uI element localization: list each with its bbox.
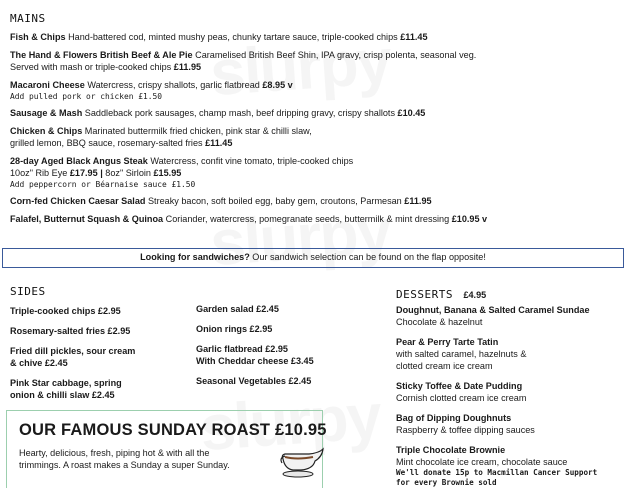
- item-price: £17.95: [69, 168, 98, 178]
- item-price: £15.95: [153, 168, 182, 178]
- item-desc: 8oz" Sirloin: [105, 168, 154, 178]
- notice-text: Our sandwich selection can be found on the flap opposite!: [249, 252, 486, 262]
- roast-title: OUR FAMOUS SUNDAY ROAST £10.95: [19, 421, 327, 439]
- desserts-list: [396, 304, 597, 488]
- mains-title: MAINS: [10, 12, 46, 25]
- charity-note: We'll donate 15p to Macmillan Cancer Support: [396, 468, 598, 477]
- item-price: £11.45: [400, 32, 428, 42]
- dessert-name: Bag of Dipping Doughnuts: [396, 413, 512, 423]
- side-item-line2: onion & chilli slaw £2.45: [10, 390, 115, 400]
- item-addon: Add peppercorn or Béarnaise sauce £1.50: [10, 180, 196, 189]
- menu-item: [10, 125, 487, 137]
- dessert-desc: clotted cream ice cream: [396, 361, 493, 371]
- item-price: £11.95: [173, 62, 202, 72]
- item-desc: Watercress, crispy shallots, garlic flatbread: [84, 80, 263, 90]
- separator: |: [97, 168, 106, 178]
- side-item: Triple-cooked chips £2.95: [10, 306, 121, 316]
- menu-item: [10, 79, 487, 91]
- item-desc: Marinated buttermilk fried chicken, pink star & chilli slaw,: [82, 126, 312, 136]
- item-name: Sausage & Mash: [10, 108, 83, 118]
- menu-item: [10, 213, 487, 225]
- item-desc: Watercress, confit vine tomato, triple-cooked chips: [147, 156, 354, 166]
- desserts-price: £4.95: [463, 290, 487, 300]
- dessert-desc: Chocolate & hazelnut: [396, 317, 483, 327]
- side-item: Garden salad £2.45: [196, 304, 279, 314]
- roast-line-2: trimmings. A roast makes a Sunday a super Sunday.: [19, 460, 230, 470]
- item-name: Macaroni Cheese: [10, 80, 85, 90]
- side-item-line2: With Cheddar cheese £3.45: [196, 356, 314, 366]
- side-item: Rosemary-salted fries £2.95: [10, 326, 131, 336]
- item-addon: Add pulled pork or chicken £1.50: [10, 92, 163, 101]
- item-price: £10.45: [397, 108, 426, 118]
- item-desc: 10oz" Rib Eye: [10, 168, 70, 178]
- dessert-desc: Mint chocolate ice cream, chocolate sauce: [396, 457, 568, 467]
- dessert-name: Sticky Toffee & Date Pudding: [396, 381, 523, 391]
- gravy-boat-icon: [279, 445, 325, 479]
- item-desc: Coriander, watercress, pomegranate seeds, buttermilk & mint dressing: [163, 214, 452, 224]
- item-desc: Saddleback pork sausages, champ mash, beef dripping gravy, crispy shallots: [82, 108, 398, 118]
- item-desc: Caramelised British Beef Shin, IPA gravy, crisp polenta, seasonal veg.: [192, 50, 477, 60]
- item-name: The Hand & Flowers British Beef & Ale Pie: [10, 50, 193, 60]
- sides-column-1: [10, 305, 135, 401]
- roast-description: [19, 447, 230, 471]
- mains-list: [10, 31, 487, 225]
- item-price: £11.95: [404, 196, 432, 206]
- item-name: Falafel, Butternut Squash & Quinoa: [10, 214, 164, 224]
- item-name: 28-day Aged Black Angus Steak: [10, 156, 148, 166]
- menu-item-line2: [10, 137, 487, 149]
- dessert-desc: with salted caramel, hazelnuts &: [396, 349, 527, 359]
- side-item: Fried dill pickles, sour cream: [10, 346, 136, 356]
- item-desc: Streaky bacon, soft boiled egg, baby gem, croutons, Parmesan: [145, 196, 405, 206]
- item-price: £11.45: [205, 138, 233, 148]
- desserts-header: [396, 285, 486, 303]
- item-desc: Served with mash or triple-cooked chips: [10, 62, 174, 72]
- side-item: Seasonal Vegetables £2.45: [196, 376, 312, 386]
- item-price: £8.95 v: [262, 80, 293, 90]
- sandwich-notice: [2, 248, 624, 268]
- item-name: Chicken & Chips: [10, 126, 83, 136]
- menu-item: [10, 31, 487, 43]
- sides-title: SIDES: [10, 285, 46, 298]
- side-item-line2: & chive £2.45: [10, 358, 68, 368]
- dessert-desc: Cornish clotted cream ice cream: [396, 393, 527, 403]
- item-name: Fish & Chips: [10, 32, 66, 42]
- menu-item: [10, 107, 487, 119]
- notice-heading: Looking for sandwiches?: [140, 252, 250, 262]
- sunday-roast-box: [6, 410, 327, 488]
- dessert-name: Triple Chocolate Brownie: [396, 445, 506, 455]
- menu-item: [10, 155, 487, 167]
- item-name: Corn-fed Chicken Caesar Salad: [10, 196, 146, 206]
- sides-column-2: [196, 303, 314, 387]
- dessert-name: Pear & Perry Tarte Tatin: [396, 337, 499, 347]
- dessert-desc: Raspberry & toffee dipping sauces: [396, 425, 535, 435]
- item-desc: Hand-battered cod, minted mushy peas, chunky tartare sauce, triple-cooked chips: [65, 32, 401, 42]
- side-item: Pink Star cabbage, spring: [10, 378, 122, 388]
- desserts-title: DESSERTS: [396, 288, 453, 301]
- menu-item: [10, 49, 487, 61]
- side-item: Garlic flatbread £2.95: [196, 344, 288, 354]
- charity-note-line2: for every Brownie sold: [396, 478, 497, 487]
- menu-item-line2: [10, 61, 487, 73]
- item-desc: grilled lemon, BBQ sauce, rosemary-salted fries: [10, 138, 206, 148]
- item-price: £10.95 v: [451, 214, 488, 224]
- dessert-name: Doughnut, Banana & Salted Caramel Sundae: [396, 305, 590, 315]
- menu-item: [10, 195, 487, 207]
- roast-line-1: Hearty, delicious, fresh, piping hot & with all the: [19, 448, 210, 458]
- menu-item-line2: [10, 167, 487, 179]
- side-item: Onion rings £2.95: [196, 324, 273, 334]
